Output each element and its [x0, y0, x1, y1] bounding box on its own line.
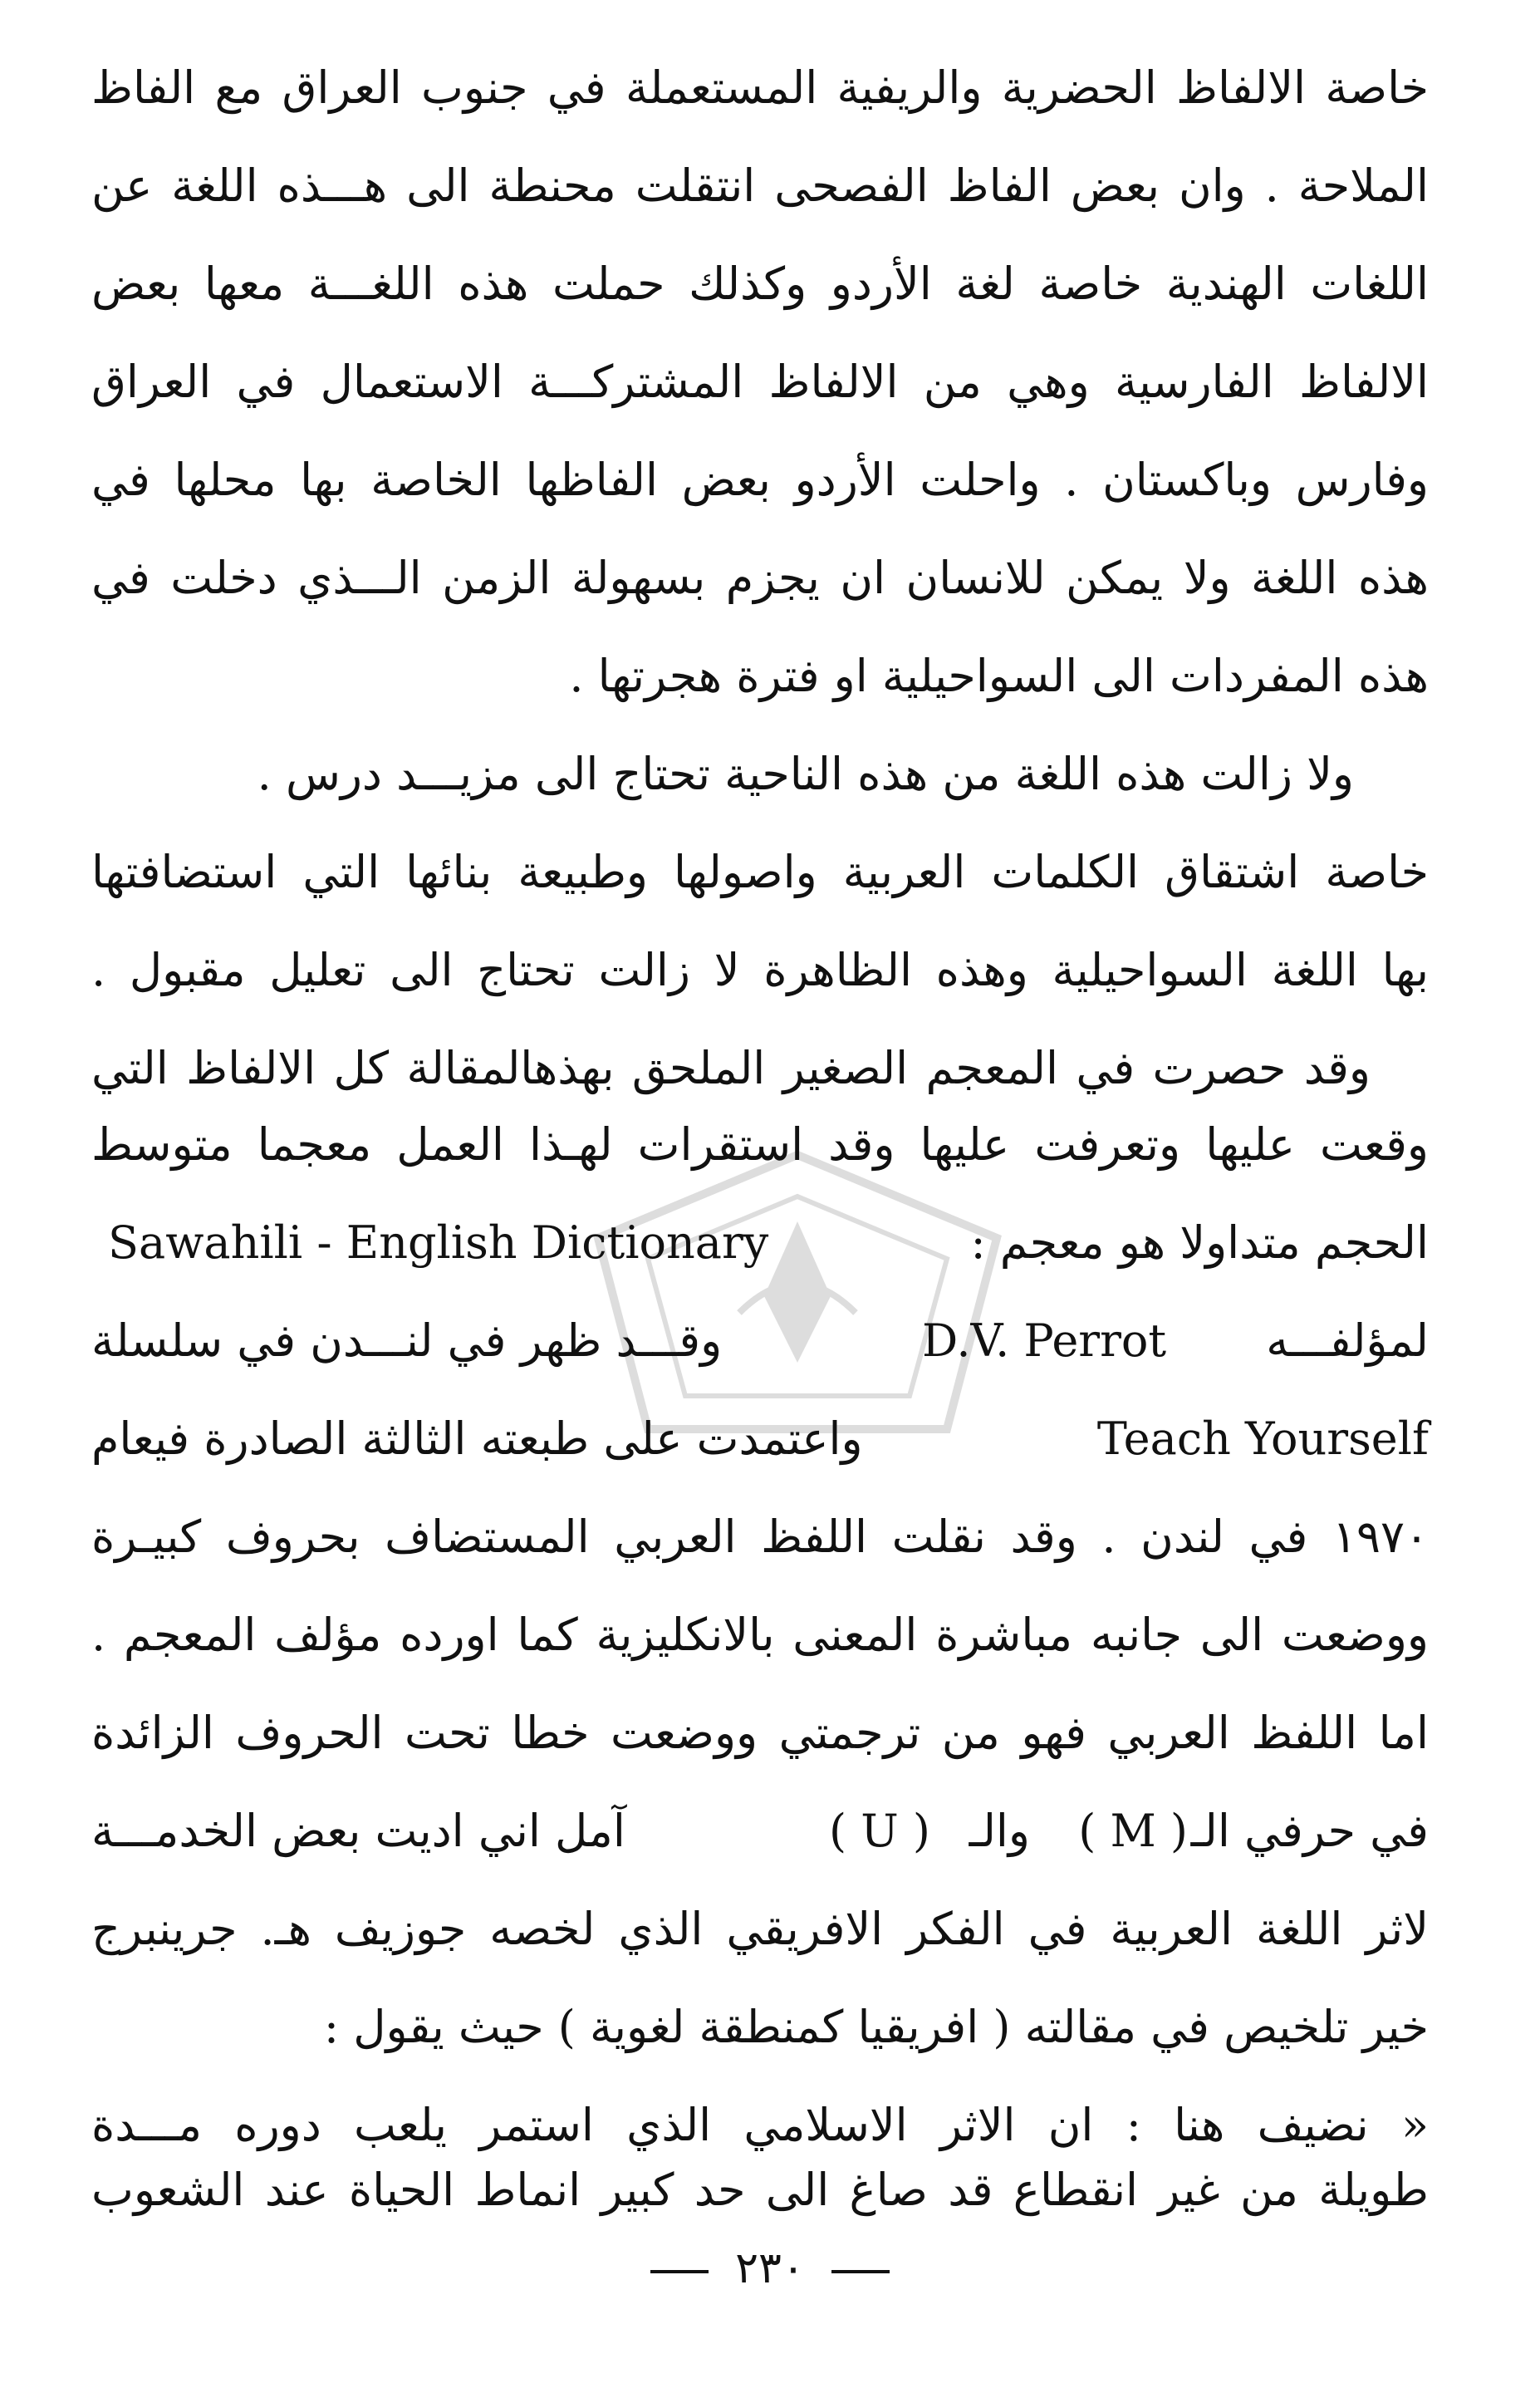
text-arabic: واعتمدت على طبعته الثالثة الصادرة فيعام [91, 1413, 863, 1465]
dictionary-title-row [91, 1213, 1429, 1273]
text-arabic: في حرفي الـ [1190, 1805, 1429, 1857]
text-line: الملاحة . وان بعض الفاظ الفصحى انتقلت محنطة الى هـــذه اللغة عن [91, 160, 1429, 212]
text-line: « نضيف هنا : ان الاثر الاسلامي الذي استمر يلعب دوره مـــدة [91, 2099, 1429, 2151]
dash-left [831, 2270, 890, 2273]
text-line: هذه اللغة ولا يمكن للانسان ان يجزم بسهولة الزمن الـــذي دخلت في [91, 552, 1429, 604]
mu-row [91, 1801, 1429, 1861]
author-row [91, 1311, 1429, 1371]
text-arabic-author-label: لمؤلفـــه [1266, 1314, 1429, 1367]
text-line: ووضعت الى جانبه مباشرة المعنى بالانكليزية كما اورده مؤلف المعجم . [91, 1609, 1429, 1661]
text-arabic: الحجم متداولا هو معجم : [970, 1216, 1429, 1269]
text-line: طويلة من غير انقطاع قد صاغ الى حد كبير انماط الحياة عند الشعوب [91, 2164, 1429, 2216]
series-row [91, 1409, 1429, 1469]
text-line: وفارس وباكستان . واحلت الأردو بعض الفاظها الخاصة بها محلها في [91, 454, 1429, 506]
watermark-seal [581, 1147, 1013, 1446]
text-line: خير تلخيص في مقالته ( افريقيا كمنطقة لغوية ) حيث يقول : [323, 2001, 1429, 2053]
text-line: وقد حصرت في المعجم الصغير الملحق بهذهالمقالة كل الالفاظ التي [91, 1042, 1371, 1094]
dash-right [650, 2270, 709, 2273]
text-line: بها اللغة السواحيلية وهذه الظاهرة لا زالت تحتاج الى تعليل مقبول . [91, 944, 1429, 996]
text-line: اما اللفظ العربي فهو من ترجمتي ووضعت خطا تحت الحروف الزائدة [91, 1707, 1429, 1759]
text-line: ولا زالت هذه اللغة من هذه الناحية تحتاج الى مزيـــد درس . [257, 748, 1354, 800]
text-line: خاصة اشتقاق الكلمات العربية واصولها وطبيعة بنائها التي استضافتها [91, 846, 1429, 898]
text-line: اللغات الهندية خاصة لغة الأردو وكذلك حملت هذه اللغـــة معها بعض [91, 258, 1429, 310]
text-line: هذه المفردات الى السواحيلية او فترة هجرتها . [569, 650, 1429, 702]
letter-u: ( U ) [829, 1805, 930, 1857]
text-line: وقعت عليها وتعرفت عليها وقد استقرات لهـذا العمل معجما متوسط [91, 1118, 1429, 1171]
text-english-series: Teach Yourself [1096, 1413, 1429, 1465]
text-english-author: D.V. Perrot [922, 1314, 1167, 1367]
page-number-footer [0, 2243, 1540, 2293]
letter-m: ( M ) [1078, 1805, 1188, 1857]
text-arabic: والـ [969, 1805, 1030, 1857]
text-arabic: وقـــد ظهر في لنـــدن في سلسلة [91, 1314, 723, 1367]
text-line: الالفاظ الفارسية وهي من الالفاظ المشتركـــة الاستعمال في العراق [91, 356, 1429, 408]
text-arabic: آمل اني اديت بعض الخدمـــة [91, 1805, 625, 1857]
page-number: ٢٣٠ [735, 2243, 805, 2293]
text-line: خاصة الالفاظ الحضرية والريفية المستعملة في جنوب العراق مع الفاظ [91, 61, 1429, 114]
text-line: لاثر اللغة العربية في الفكر الافريقي الذي لخصه جوزيف هـ. جرينبرج [91, 1903, 1429, 1955]
text-english: Sawahili - English Dictionary [108, 1216, 769, 1269]
text-line: ١٩٧٠ في لندن . وقد نقلت اللفظ العربي المستضاف بحروف كبيـرة [91, 1511, 1429, 1563]
